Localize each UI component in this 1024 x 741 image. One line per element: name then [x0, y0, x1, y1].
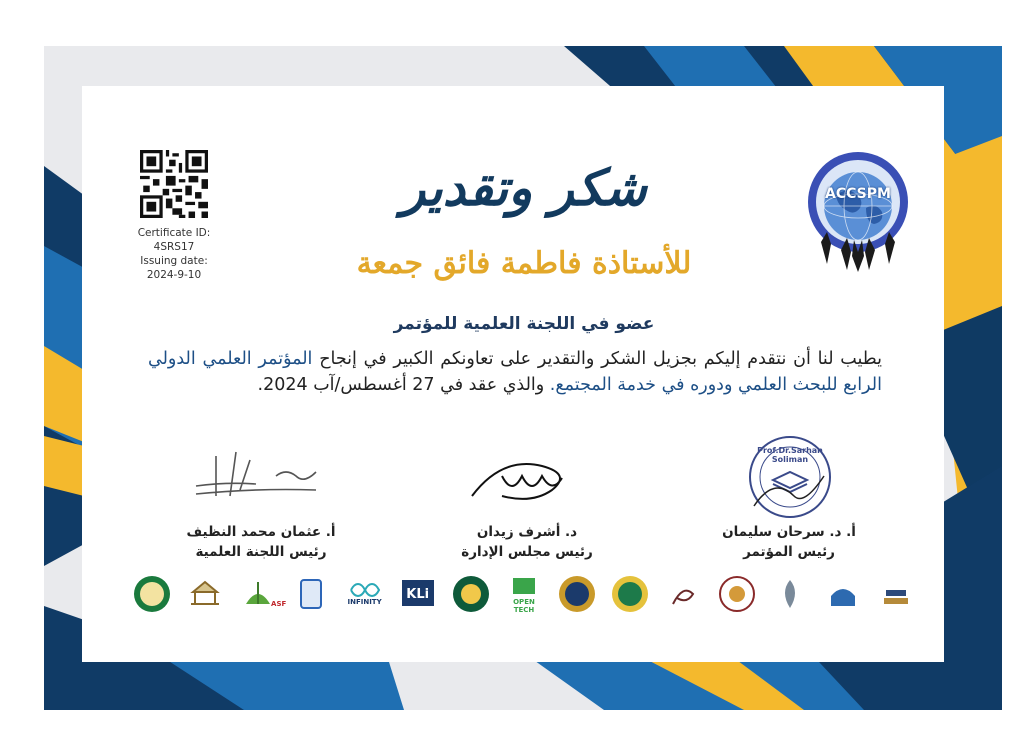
- body-text-intro: يطيب لنا أن نتقدم إليكم بجزيل الشكر والتقدير على تعاونكم الكبير في إنجاح: [319, 349, 882, 369]
- circle-emblem-logo: [717, 574, 757, 614]
- signatory-scientific: [156, 446, 366, 560]
- signatory-name: أ. د. سرحان سليمان: [722, 524, 856, 540]
- stamp-text: Prof.Dr.Sarhan Soliman: [757, 446, 823, 464]
- signature-scientific-icon: [186, 446, 336, 516]
- infinity-logo: [345, 574, 385, 614]
- asf-logo-text: ASF: [271, 600, 287, 608]
- certificate-frame: [44, 46, 1002, 710]
- certificate-title: شكر وتقدير: [401, 158, 647, 217]
- body-text-conference: المؤتمر العلمي الدولي الرابع للبحث العلمي ودوره في خدمة المجتمع.: [148, 349, 882, 395]
- signatory-board: [422, 446, 632, 560]
- signature-board-icon: [462, 446, 592, 516]
- recipient-role: عضو في اللجنة العلمية للمؤتمر: [393, 314, 655, 334]
- signatory-position: رئيس مجلس الإدارة: [461, 544, 593, 560]
- qr-code-icon: [140, 150, 208, 218]
- globe-icon: [801, 146, 915, 272]
- certificate-id-label: Certificate ID:: [137, 227, 211, 239]
- certificate-id-value: 4SRS17: [153, 241, 195, 253]
- script-logo: [663, 574, 703, 614]
- feather-logo: [770, 574, 810, 614]
- crescent-logo: [610, 574, 650, 614]
- kli-logo-text: KLi: [406, 586, 430, 602]
- signatory-position: رئيس اللجنة العلمية: [195, 544, 327, 560]
- body-text-date: والذي عقد في 27 أغسطس/آب 2024.: [257, 375, 550, 395]
- signatory-name: د. أشرف زيدان: [476, 524, 578, 540]
- mosque-logo: [823, 574, 863, 614]
- partner-logos: [132, 570, 916, 618]
- kli-logo: [398, 574, 438, 614]
- infinity-logo-text: INFINITY: [347, 598, 382, 606]
- open-tech-logo-text: OPEN TECH: [513, 598, 535, 614]
- open-tech-logo: [504, 574, 544, 614]
- signature-chair-icon: [734, 456, 854, 526]
- round-seal-logo: [451, 574, 491, 614]
- book-stack-logo: [876, 574, 916, 614]
- emblem-logo: [132, 574, 172, 614]
- accspm-logo: [801, 146, 915, 272]
- book-logo: [291, 574, 331, 614]
- accspm-logo-text: ACCSPM: [825, 186, 891, 202]
- signatory-chair: [684, 446, 894, 560]
- university-logo: [185, 574, 225, 614]
- certificate-meta: [128, 226, 220, 282]
- signatory-name: أ. عثمان محمد النظيف: [186, 524, 336, 540]
- issuing-date-label: Issuing date:: [140, 255, 208, 267]
- recipient-name: للأستاذة فاطمة فائق جمعة: [356, 246, 692, 281]
- certificate-body: [148, 346, 882, 398]
- issuing-date-value: 2024-9-10: [146, 269, 202, 281]
- signatory-position: رئيس المؤتمر: [743, 544, 835, 560]
- asf-logo: [238, 574, 287, 614]
- academy-logo: [557, 574, 597, 614]
